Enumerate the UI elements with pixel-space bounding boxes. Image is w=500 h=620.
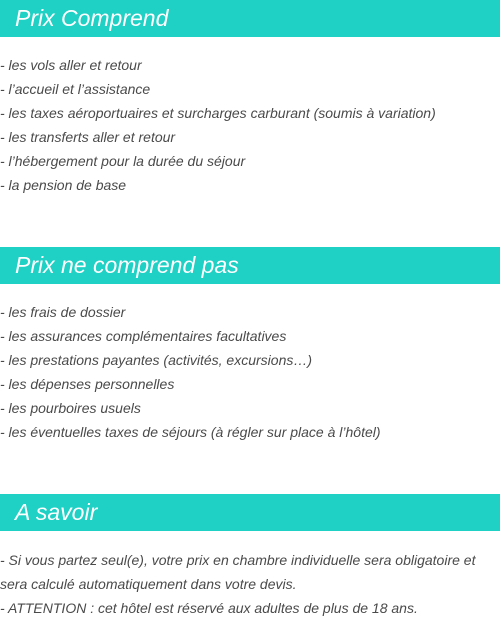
info-notes — [0, 548, 500, 620]
included-list — [0, 53, 500, 197]
section-title: Prix ne comprend pas — [0, 247, 500, 284]
list-item: - la pension de base — [0, 177, 127, 193]
section-prix-ne-comprend-pas — [0, 247, 500, 444]
info-note-adults-only: - ATTENTION : cet hôtel est réservé aux adultes de plus de 18 ans. — [0, 600, 418, 616]
section-a-savoir — [0, 494, 500, 620]
list-item: - les vols aller et retour — [0, 57, 142, 73]
list-item: - les transferts aller et retour — [0, 129, 176, 145]
list-item: - l’hébergement pour la durée du séjour — [0, 153, 246, 169]
section-title: A savoir — [0, 494, 500, 531]
list-item: - les dépenses personnelles — [0, 376, 175, 392]
info-note-solo-traveler: - Si vous partez seul(e), votre prix en chambre individuelle sera obligatoire et sera calculé automatiquement dans votre devis. — [0, 552, 476, 592]
section-prix-comprend — [0, 0, 500, 197]
list-item: - les frais de dossier — [0, 304, 126, 320]
list-item: - les assurances complémentaires facultatives — [0, 328, 287, 344]
list-item: - les éventuelles taxes de séjours (à régler sur place à l’hôtel) — [0, 424, 381, 440]
list-item: - les prestations payantes (activités, excursions…) — [0, 352, 313, 368]
list-item: - les pourboires usuels — [0, 400, 141, 416]
section-title: Prix Comprend — [0, 0, 500, 37]
excluded-list — [0, 300, 500, 444]
list-item: - l’accueil et l’assistance — [0, 81, 151, 97]
list-item: - les taxes aéroportuaires et surcharges carburant (soumis à variation) — [0, 105, 436, 121]
